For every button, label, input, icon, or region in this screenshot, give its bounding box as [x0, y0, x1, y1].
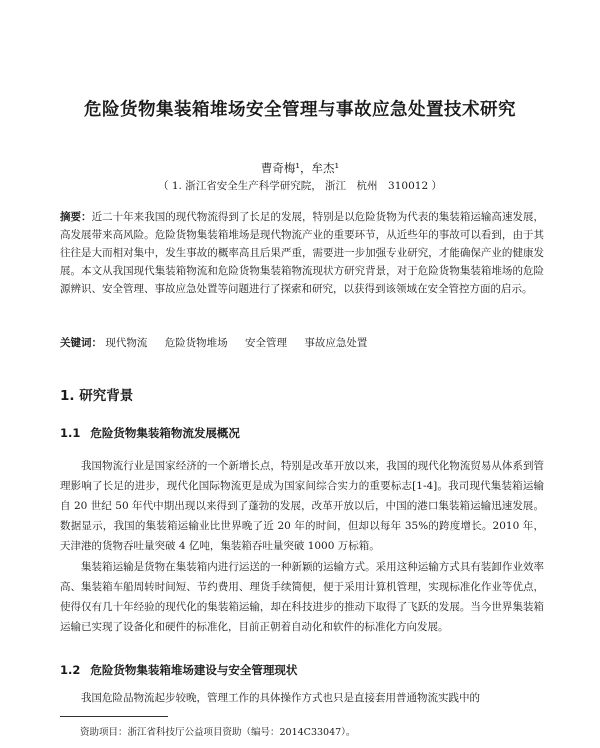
section-heading: 1. 研究背景 — [60, 388, 134, 404]
abstract — [60, 208, 544, 298]
subsection-heading — [60, 425, 240, 441]
authors: 曹奇梅¹，牟杰¹ — [260, 161, 340, 175]
subsection-title: 危险货物集装箱物流发展概况 — [90, 426, 240, 440]
keyword: 危险货物堆场 — [164, 337, 228, 349]
body-paragraph: 我国危险品物流起步较晚，管理工作的具体操作方式也只是直接套用普通物流实践中的 — [81, 692, 480, 704]
keyword: 事故应急处置 — [304, 337, 368, 349]
affiliation: （ 1. 浙江省安全生产科学研究院， 浙江 杭州 310012 ） — [158, 180, 442, 192]
body-paragraph: 集装箱运输是货物在集装箱内进行运送的一种新颖的运输方式。采用这种运输方式具有装卸作业效率高、集装箱车船周转时间短、节约费用、理货手续简便，便于采用计算机管理，实现标准化作业等优点，使得仅有几十年经验的现代化的集装箱运输，却在科技进步的推动下取得了飞跃的发展。当今世界集装箱运输已实现了设备化和硬件的标准化，目前正朝着自动化和软件的标准化方向发展。 — [60, 561, 544, 633]
abstract-text: 近二十年来我国的现代物流得到了长足的发展，特别是以危险货物为代表的集装箱运输高速发展，高发展带来高风险。危险货物集装箱堆场是现代物流产业的重要环节，从近些年的事故可以看到，由于其往往是大而相对集中，发生事故的概率高且后果严重，需要进一步加强专业研究，才能确保产业的健康发展。本文从我国现代集装箱物流和危险货物集装箱物流现状方研究背景，对于危险货物集装箱堆场的危险源辨识、安全管理、事故应急处置等问题进行了探索和研究，以获得到该领域在安全管控方面的启示。 — [60, 211, 545, 295]
footnote-divider — [60, 716, 168, 717]
footnote: 资助项目：浙江省科技厅公益项目资助（编号：2014C33047）。 — [80, 727, 356, 738]
keywords-label: 关键词： — [60, 337, 102, 349]
abstract-label: 摘要： — [60, 211, 92, 223]
keyword: 现代物流 — [105, 337, 148, 349]
body-paragraph: 我国物流行业是国家经济的一个新增长点，特别是改革开放以来，我国的现代化物流贸易从体系到管理影响了长足的进步，现代化国际物流更是成为国家间综合实力的重要标志[1-4]。我司现代集装箱运输自 20 世纪 50 年代中期出现以来得到了蓬勃的发展，改革开放以后，中国的港口集装箱运输迅速发展。数据显示，我国的集装箱运输业比世界晚了近 20 年的时间，但却以每年 35%的跨度增长。2010 年，天津港的货物吞吐量突破 4 亿吨，集装箱吞吐量突破 1000 万标箱。 — [60, 460, 544, 552]
subsection-heading — [60, 662, 297, 678]
keywords — [60, 335, 544, 350]
subsection-number: 1.2 — [60, 663, 81, 677]
keyword: 安全管理 — [245, 337, 288, 349]
subsection-number: 1.1 — [60, 426, 81, 440]
subsection-title: 危险货物集装箱堆场建设与安全管理现状 — [90, 663, 298, 677]
paper-title: 危险货物集装箱堆场安全管理与事故应急处置技术研究 — [84, 100, 516, 120]
